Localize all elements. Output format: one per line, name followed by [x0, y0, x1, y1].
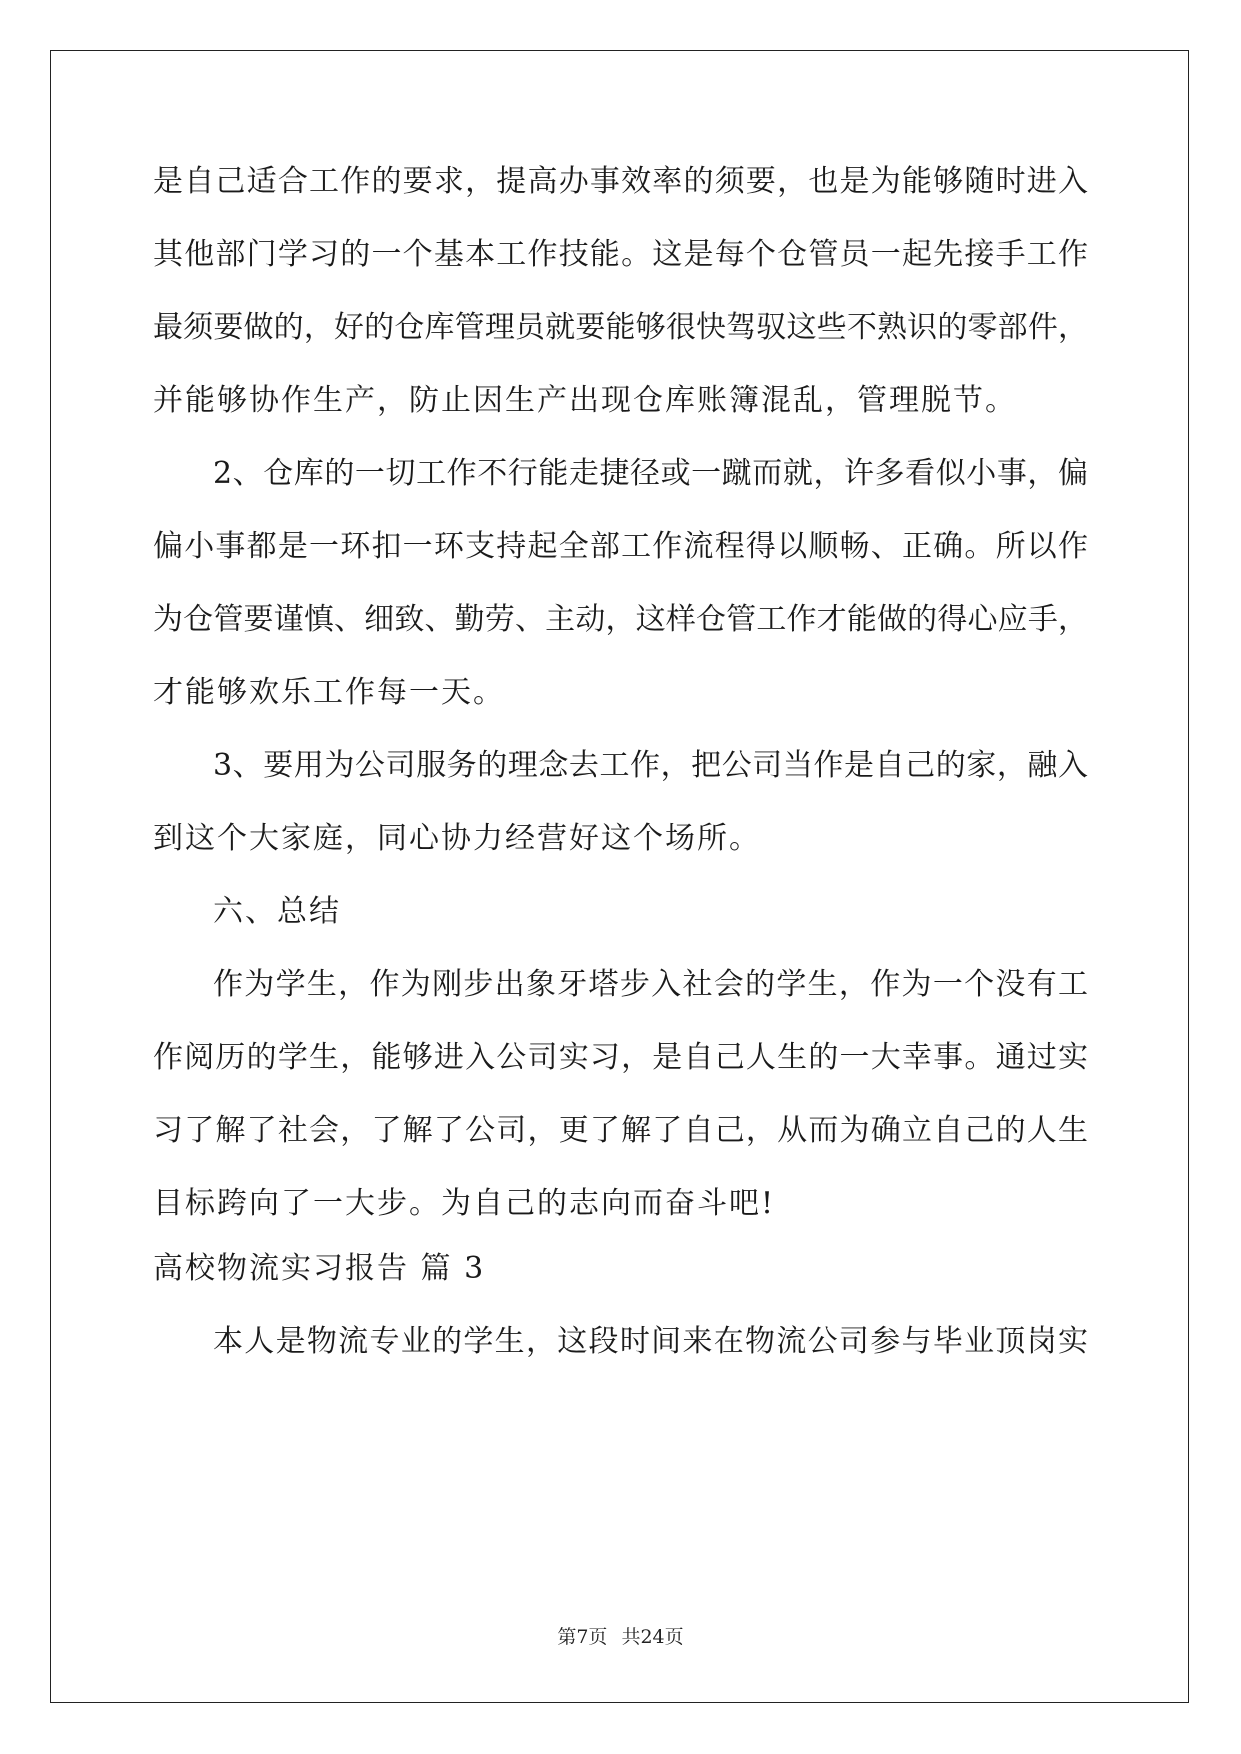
text-line: 本人是物流专业的学生，这段时间来在物流公司参与毕业顶岗实: [213, 1324, 1088, 1359]
article-title: 高校物流实习报告 篇 3: [153, 1251, 486, 1286]
text-line: 最须要做的，好的仓库管理员就要能够很快驾驭这些不熟识的零部件，: [153, 310, 1088, 345]
text-line: 其他部门学习的一个基本工作技能。这是每个仓管员一起先接手工作: [153, 237, 1088, 272]
text-line: 并能够协作生产，防止因生产出现仓库账簿混乱，管理脱节。: [153, 383, 1017, 418]
text-line: 2、仓库的一切工作不行能走捷径或一蹴而就，许多看似小事，偏: [213, 456, 1088, 491]
text-line: 作为学生，作为刚步出象牙塔步入社会的学生，作为一个没有工: [213, 967, 1088, 1002]
text-line: 习了解了社会，了解了公司，更了解了自己，从而为确立自己的人生: [153, 1113, 1088, 1148]
page-number: 第7页: [557, 1626, 608, 1648]
text-line: 到这个大家庭，同心协力经营好这个场所。: [153, 821, 761, 856]
text-line: 才能够欢乐工作每一天。: [153, 675, 505, 710]
page-total: 共24页: [621, 1626, 684, 1648]
text-line: 偏小事都是一环扣一环支持起全部工作流程得以顺畅、正确。所以作: [153, 529, 1088, 564]
text-line: 作阅历的学生，能够进入公司实习，是自己人生的一大幸事。通过实: [153, 1040, 1088, 1075]
page-border: [50, 50, 1189, 1703]
text-line: 为仓管要谨慎、细致、勤劳、主动，这样仓管工作才能做的得心应手，: [153, 602, 1088, 637]
section-heading: 六、总结: [213, 894, 341, 929]
text-line: 3、要用为公司服务的理念去工作，把公司当作是自己的家，融入: [213, 748, 1088, 783]
page-footer: [0, 1622, 1241, 1649]
text-line: 目标跨向了一大步。为自己的志向而奋斗吧!: [153, 1186, 776, 1221]
text-line: 是自己适合工作的要求，提高办事效率的须要，也是为能够随时进入: [153, 164, 1088, 199]
